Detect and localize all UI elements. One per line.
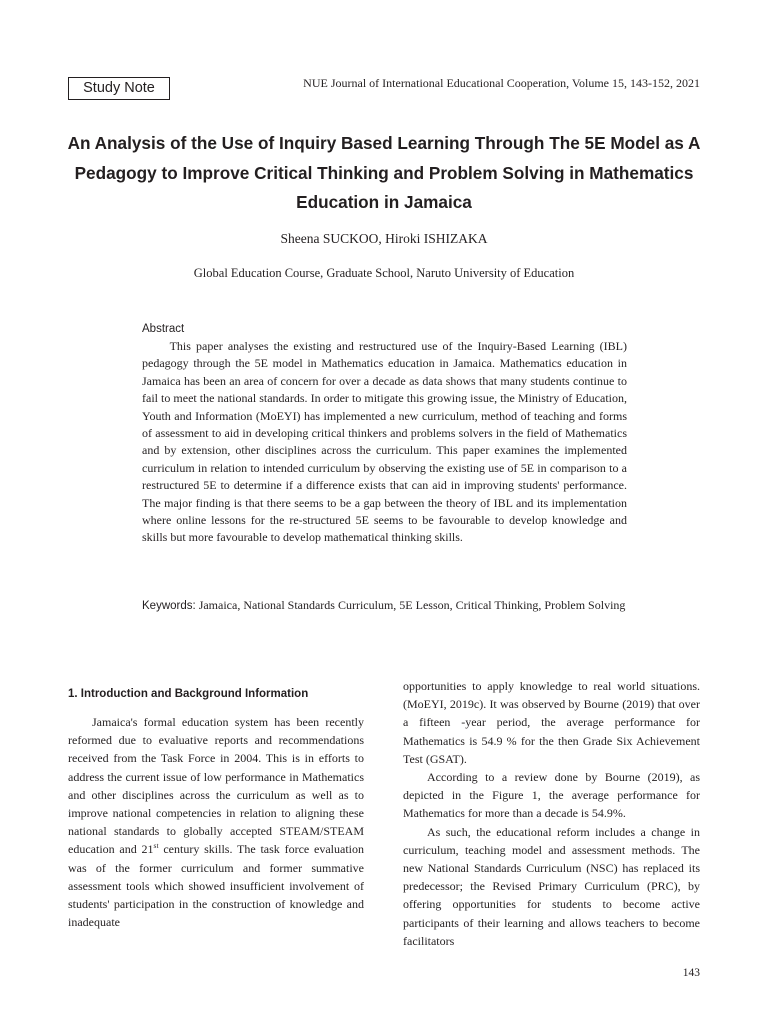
study-note-badge: Study Note: [68, 77, 170, 100]
right-paragraph-2: According to a review done by Bourne (2019), as depicted in the Figure 1, the average performance for Mathematics for more than a decade is 54.9%.: [403, 770, 700, 821]
keywords: [142, 597, 627, 615]
abstract-label: Abstract: [142, 323, 185, 335]
page-number: 143: [682, 967, 700, 979]
keywords-label: Keywords:: [142, 600, 196, 612]
ordinal-superscript: st: [153, 841, 159, 851]
journal-citation: NUE Journal of International Educational Cooperation, Volume 15, 143-152, 2021: [303, 76, 700, 90]
section-heading: 1. Introduction and Background Information: [68, 688, 309, 700]
affiliation: Global Education Course, Graduate School, Naruto University of Education: [193, 266, 575, 280]
keywords-text: Jamaica, National Standards Curriculum, 5E Lesson, Critical Thinking, Problem Solving: [198, 598, 626, 612]
authors: Sheena SUCKOO, Hiroki ISHIZAKA: [280, 231, 488, 246]
left-paragraph-part1: Jamaica's formal education system has been recently reformed due to evaluative reports and recommendations received from the Task Force in 2004. This is in efforts to address the current issue of low performance in Mathematics and other disciplines across the curriculum as well as to improve national competencies in relation to aligning these national standards to globally accepted STEAM/STEAM education and 21: [68, 715, 364, 857]
left-column-paragraph: [68, 713, 364, 931]
abstract-body: This paper analyses the existing and restructured use of the Inquiry-Based Learning (IBL) pedagogy through the 5E model in Mathematics education in Jamaica. Mathematics education in Jamaica has been an area of concern for over a decade as data shows that many students continue to fail to meet the national standards. In order to mitigate this growing issue, the Ministry of Education, Youth and Information (MoEYI) has implemented a new curriculum, method of teaching and forms of assessment to aid in developing critical thinkers and problems solvers in the field of Mathematics and by extension, other disciplines across the curriculum. This paper examines the implemented curriculum in relation to intended curriculum by observing the existing use of 5E in comparison to a restructured 5E to determine if a difference exists that can aid in improving students' performance. The major finding is that there seems to be a gap between the theory of IBL and its implementation where online lessons for the re-structured 5E seems to be favourable to develop knowledge and skills but more favourable to develop mathematical thinking skills.: [142, 339, 627, 545]
right-paragraph-1: opportunities to apply knowledge to real world situations. (MoEYI, 2019c). It was observed by Bourne (2019) that over a fifteen -year period, the average performance for Mathematics is 54.9 % for the then Grade Six Achievement Test (GSAT).: [403, 679, 700, 766]
right-column: [403, 677, 700, 950]
right-paragraph-3: As such, the educational reform includes a change in curriculum, teaching model and assessment methods. The new National Standards Curriculum (NSC) has replaced its predecessor; the Revised Primary Curriculum (PRC), by offering opportunities for students to become active participants of their learning and allows teachers to become facilitators: [403, 824, 700, 948]
paper-title: An Analysis of the Use of Inquiry Based Learning Through The 5E Model as A Pedagogy to Improve Critical Thinking and Problem Solving in Mathematics Education in Jamaica: [67, 133, 701, 212]
left-paragraph-part2: century skills. The task force evaluation was of the former curriculum and former summative assessment tools which showed insufficient involvement of students' participation in the construction of knowledge and inadequate: [68, 842, 364, 930]
